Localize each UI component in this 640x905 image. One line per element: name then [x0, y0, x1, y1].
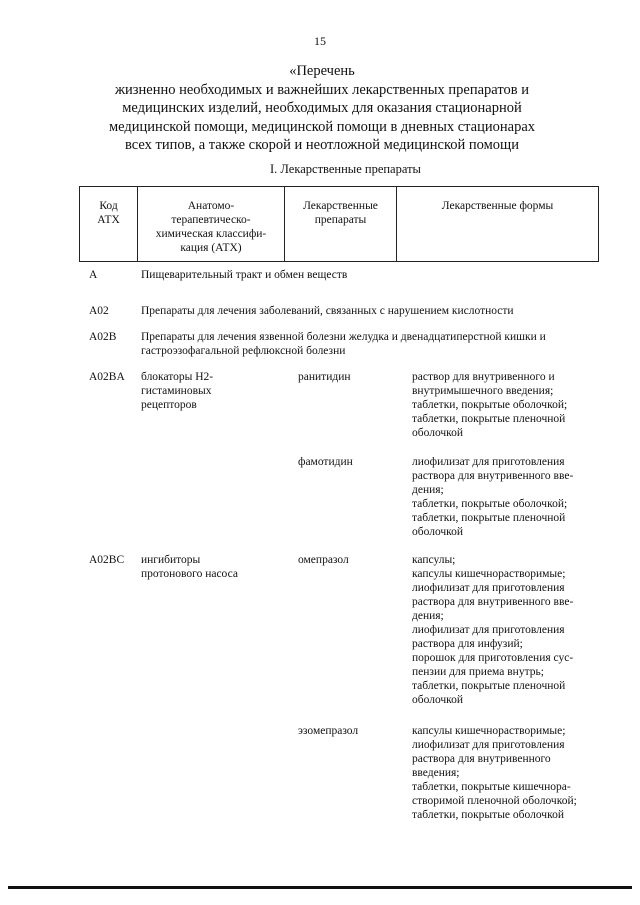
form-line: таблетки, покрытые пленочной	[412, 413, 566, 425]
section-heading: I. Лекарственные препараты	[270, 162, 421, 176]
form-line: дения;	[412, 484, 444, 496]
dosage-forms	[412, 553, 602, 707]
form-line: раствора для внутривенного вве-	[412, 596, 574, 608]
header-text: кация (АТХ)	[180, 242, 242, 254]
form-line: введения;	[412, 767, 460, 779]
form-line: раствора для инфузий;	[412, 638, 523, 650]
page-bottom-rule	[8, 886, 632, 889]
header-text: АТХ	[97, 214, 120, 226]
group-name	[141, 330, 591, 358]
form-line: раствор для внутривенного и	[412, 371, 555, 383]
form-line: капсулы кишечнорастворимые;	[412, 725, 566, 737]
page-number: 15	[314, 34, 326, 48]
drug-name: фамотидин	[298, 456, 353, 468]
drug-name: ранитидин	[298, 371, 351, 383]
header-text: Анатомо-	[187, 200, 235, 212]
form-line: капсулы кишечнорастворимые;	[412, 568, 566, 580]
header-text: химическая классифи-	[155, 228, 267, 240]
group-line: Препараты для лечения заболеваний, связанных с нарушением кислотности	[141, 305, 514, 317]
dosage-forms	[412, 724, 602, 822]
form-line: дения;	[412, 610, 444, 622]
form-line: порошок для приготовления сус-	[412, 652, 574, 664]
group-name	[141, 304, 591, 318]
title-line: «Перечень	[289, 63, 355, 79]
form-line: лиофилизат для приготовления	[412, 624, 565, 636]
classification-line: блокаторы H2-	[141, 371, 214, 383]
classification-line: протонового насоса	[141, 568, 238, 580]
title-line: жизненно необходимых и важнейших лекарственных препаратов и	[115, 81, 529, 98]
title-line: всех типов, а также скорой и неотложной медицинской помощи	[125, 137, 519, 153]
form-line: капсулы;	[412, 554, 456, 566]
form-line: оболочкой	[412, 694, 464, 706]
group-line: Препараты для лечения язвенной болезни желудка и двенадцатиперстной кишки и	[141, 331, 546, 343]
form-line: таблетки, покрытые пленочной	[412, 512, 566, 524]
form-line: таблетки, покрытые оболочкой	[412, 809, 564, 821]
form-line: оболочкой	[412, 427, 464, 439]
header-classification-cell	[138, 187, 285, 262]
dosage-forms	[412, 455, 602, 539]
form-line: лиофилизат для приготовления	[412, 739, 565, 751]
title-line: медицинских изделий, необходимых для оказания стационарной	[122, 100, 522, 116]
form-line: лиофилизат для приготовления	[412, 456, 565, 468]
form-line: оболочкой	[412, 526, 464, 538]
classification-name	[141, 370, 291, 412]
drug-name: эзомепразол	[298, 725, 359, 737]
header-text: Код	[99, 200, 118, 212]
classification-line: рецепторов	[141, 399, 197, 411]
form-line: раствора для внутривенного	[412, 753, 551, 765]
header-text: Лекарственные	[303, 200, 378, 212]
form-line: створимой пленочной оболочкой;	[412, 795, 577, 807]
form-line: пензии для приема внутрь;	[412, 666, 544, 678]
document-title	[80, 62, 564, 155]
group-line: гастроэзофагальной рефлюксной болезни	[141, 345, 346, 357]
title-line: медицинской помощи, медицинской помощи в дневных стационарах	[108, 118, 536, 135]
form-line: таблетки, покрытые оболочкой;	[412, 498, 568, 510]
group-line: Пищеварительный тракт и обмен веществ	[141, 269, 348, 281]
atc-code: A02	[89, 305, 109, 317]
classification-name	[141, 553, 291, 581]
form-line: таблетки, покрытые кишечнора-	[412, 781, 571, 793]
header-forms-cell	[397, 187, 599, 262]
form-line: таблетки, покрытые пленочной	[412, 680, 566, 692]
header-text: Лекарственные формы	[441, 200, 554, 212]
atc-code: A02B	[89, 331, 117, 343]
group-name	[141, 268, 591, 282]
form-line: лиофилизат для приготовления	[412, 582, 565, 594]
atc-code: A02BA	[89, 371, 125, 383]
dosage-forms	[412, 370, 602, 440]
form-line: таблетки, покрытые оболочкой;	[412, 399, 568, 411]
header-text: терапевтическо-	[171, 214, 251, 226]
atc-code: A02BC	[89, 554, 125, 566]
header-text: препараты	[314, 214, 367, 226]
table-header	[79, 186, 599, 262]
classification-line: ингибиторы	[141, 554, 201, 566]
form-line: раствора для внутривенного вве-	[412, 470, 574, 482]
classification-line: гистаминовых	[141, 385, 212, 397]
drug-name: омепразол	[298, 554, 349, 566]
header-drugs-cell	[285, 187, 397, 262]
header-code-cell	[80, 187, 138, 262]
form-line: внутримышечного введения;	[412, 385, 554, 397]
atc-code: A	[89, 269, 98, 281]
